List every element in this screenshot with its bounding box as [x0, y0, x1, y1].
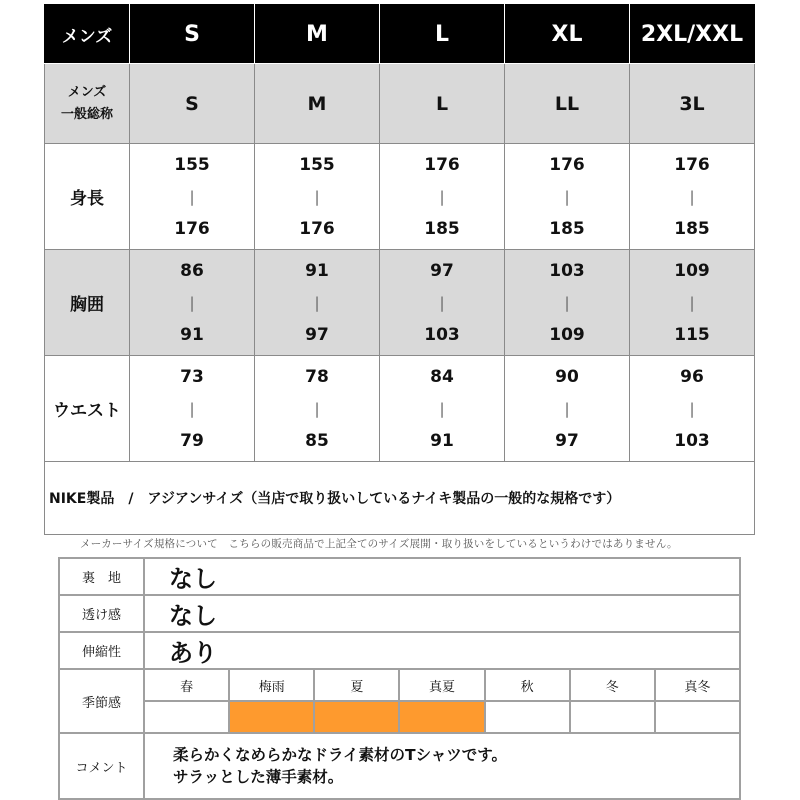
general-name-cell: L [380, 64, 505, 144]
range-min: 78 [305, 366, 329, 387]
season-label: 季節感 [59, 669, 144, 733]
attribute-value: あり [144, 632, 740, 669]
range-min: 155 [174, 154, 210, 175]
general-name-label [45, 64, 130, 144]
range-cell [505, 250, 630, 356]
measurement-label: 身長 [45, 144, 130, 250]
size-header-row [45, 5, 755, 64]
size-col-header: L [380, 5, 505, 64]
range-max: 91 [180, 324, 204, 345]
season-name: 夏 [314, 669, 399, 701]
general-name-label-line1: メンズ [67, 84, 107, 100]
range-min: 155 [299, 154, 335, 175]
season-indicator [485, 701, 570, 733]
season-indicator [144, 701, 229, 733]
range-min: 90 [555, 366, 579, 387]
stretch-row [59, 632, 740, 669]
range-separator: | [189, 293, 195, 312]
range-min: 91 [305, 260, 329, 281]
range-min: 96 [680, 366, 704, 387]
season-name: 真冬 [655, 669, 740, 701]
range-cell [505, 356, 630, 462]
range-separator: | [564, 399, 570, 418]
fabric-info-table [58, 557, 741, 800]
range-cell [630, 250, 755, 356]
comment-text [144, 733, 740, 799]
range-separator: | [439, 187, 445, 206]
season-indicator [229, 701, 314, 733]
general-name-cell: LL [505, 64, 630, 144]
range-cell [380, 356, 505, 462]
comment-label: コメント [59, 733, 144, 799]
range-min: 97 [430, 260, 454, 281]
size-col-header: XL [505, 5, 630, 64]
range-max: 103 [674, 430, 710, 451]
season-indicator-row [59, 701, 740, 733]
range-separator: | [689, 399, 695, 418]
season-name: 春 [144, 669, 229, 701]
waist-row [45, 356, 755, 462]
range-cell [255, 356, 380, 462]
measurement-label: 胸囲 [45, 250, 130, 356]
general-name-label-line2: 一般総称 [60, 106, 113, 122]
range-min: 73 [180, 366, 204, 387]
general-name-cell: 3L [630, 64, 755, 144]
range-max: 103 [424, 324, 460, 345]
range-max: 185 [549, 218, 585, 239]
attribute-value: なし [144, 595, 740, 632]
season-indicator [314, 701, 399, 733]
range-separator: | [689, 187, 695, 206]
season-name: 梅雨 [229, 669, 314, 701]
attribute-value: なし [144, 558, 740, 595]
range-min: 176 [674, 154, 710, 175]
range-max: 97 [555, 430, 579, 451]
range-max: 115 [674, 324, 710, 345]
range-min: 103 [549, 260, 585, 281]
size-note: NIKE製品 / アジアンサイズ（当店で取り扱いしているナイキ製品の一般的な規格です） [45, 462, 755, 535]
comment-line: サラッとした薄手素材。 [173, 768, 344, 786]
season-indicator [399, 701, 484, 733]
range-min: 176 [549, 154, 585, 175]
range-min: 109 [674, 260, 710, 281]
range-separator: | [314, 187, 320, 206]
range-separator: | [189, 399, 195, 418]
range-cell [505, 144, 630, 250]
season-name: 冬 [570, 669, 655, 701]
range-max: 91 [430, 430, 454, 451]
chest-row [45, 250, 755, 356]
range-max: 176 [174, 218, 210, 239]
maker-size-disclaimer: メーカーサイズ規格について こちらの販売商品で上記全てのサイズ展開・取り扱いをしているというわけではありません。 [80, 538, 678, 550]
comment-line: 柔らかくなめらかなドライ素材のTシャツです。 [173, 746, 508, 764]
height-row [45, 144, 755, 250]
range-separator: | [314, 293, 320, 312]
range-min: 176 [424, 154, 460, 175]
range-separator: | [439, 399, 445, 418]
comment-row [59, 733, 740, 799]
general-name-cell: M [255, 64, 380, 144]
sheerness-row [59, 595, 740, 632]
general-name-cell: S [130, 64, 255, 144]
range-max: 85 [305, 430, 329, 451]
range-min: 84 [430, 366, 454, 387]
range-max: 97 [305, 324, 329, 345]
season-name: 真夏 [399, 669, 484, 701]
range-max: 185 [424, 218, 460, 239]
range-separator: | [189, 187, 195, 206]
range-separator: | [689, 293, 695, 312]
season-name: 秋 [485, 669, 570, 701]
range-min: 86 [180, 260, 204, 281]
range-max: 109 [549, 324, 585, 345]
size-col-header: M [255, 5, 380, 64]
range-cell [130, 356, 255, 462]
measurement-label: ウエスト [45, 356, 130, 462]
season-indicator [655, 701, 740, 733]
size-col-header: S [130, 5, 255, 64]
size-col-header: 2XL/XXL [630, 5, 755, 64]
season-names-row [59, 669, 740, 701]
range-cell [255, 250, 380, 356]
range-max: 176 [299, 218, 335, 239]
range-separator: | [314, 399, 320, 418]
range-cell [630, 356, 755, 462]
range-cell [380, 250, 505, 356]
range-max: 185 [674, 218, 710, 239]
lining-row [59, 558, 740, 595]
general-name-row [45, 64, 755, 144]
range-cell [255, 144, 380, 250]
range-cell [380, 144, 505, 250]
range-cell [130, 144, 255, 250]
range-separator: | [564, 293, 570, 312]
size-note-row [45, 462, 755, 535]
size-chart-table [44, 4, 755, 535]
attribute-label: 裏 地 [59, 558, 144, 595]
range-cell [630, 144, 755, 250]
range-separator: | [564, 187, 570, 206]
range-max: 79 [180, 430, 204, 451]
attribute-label: 透け感 [59, 595, 144, 632]
attribute-label: 伸縮性 [59, 632, 144, 669]
range-cell [130, 250, 255, 356]
header-label: メンズ [45, 5, 130, 64]
season-indicator [570, 701, 655, 733]
range-separator: | [439, 293, 445, 312]
